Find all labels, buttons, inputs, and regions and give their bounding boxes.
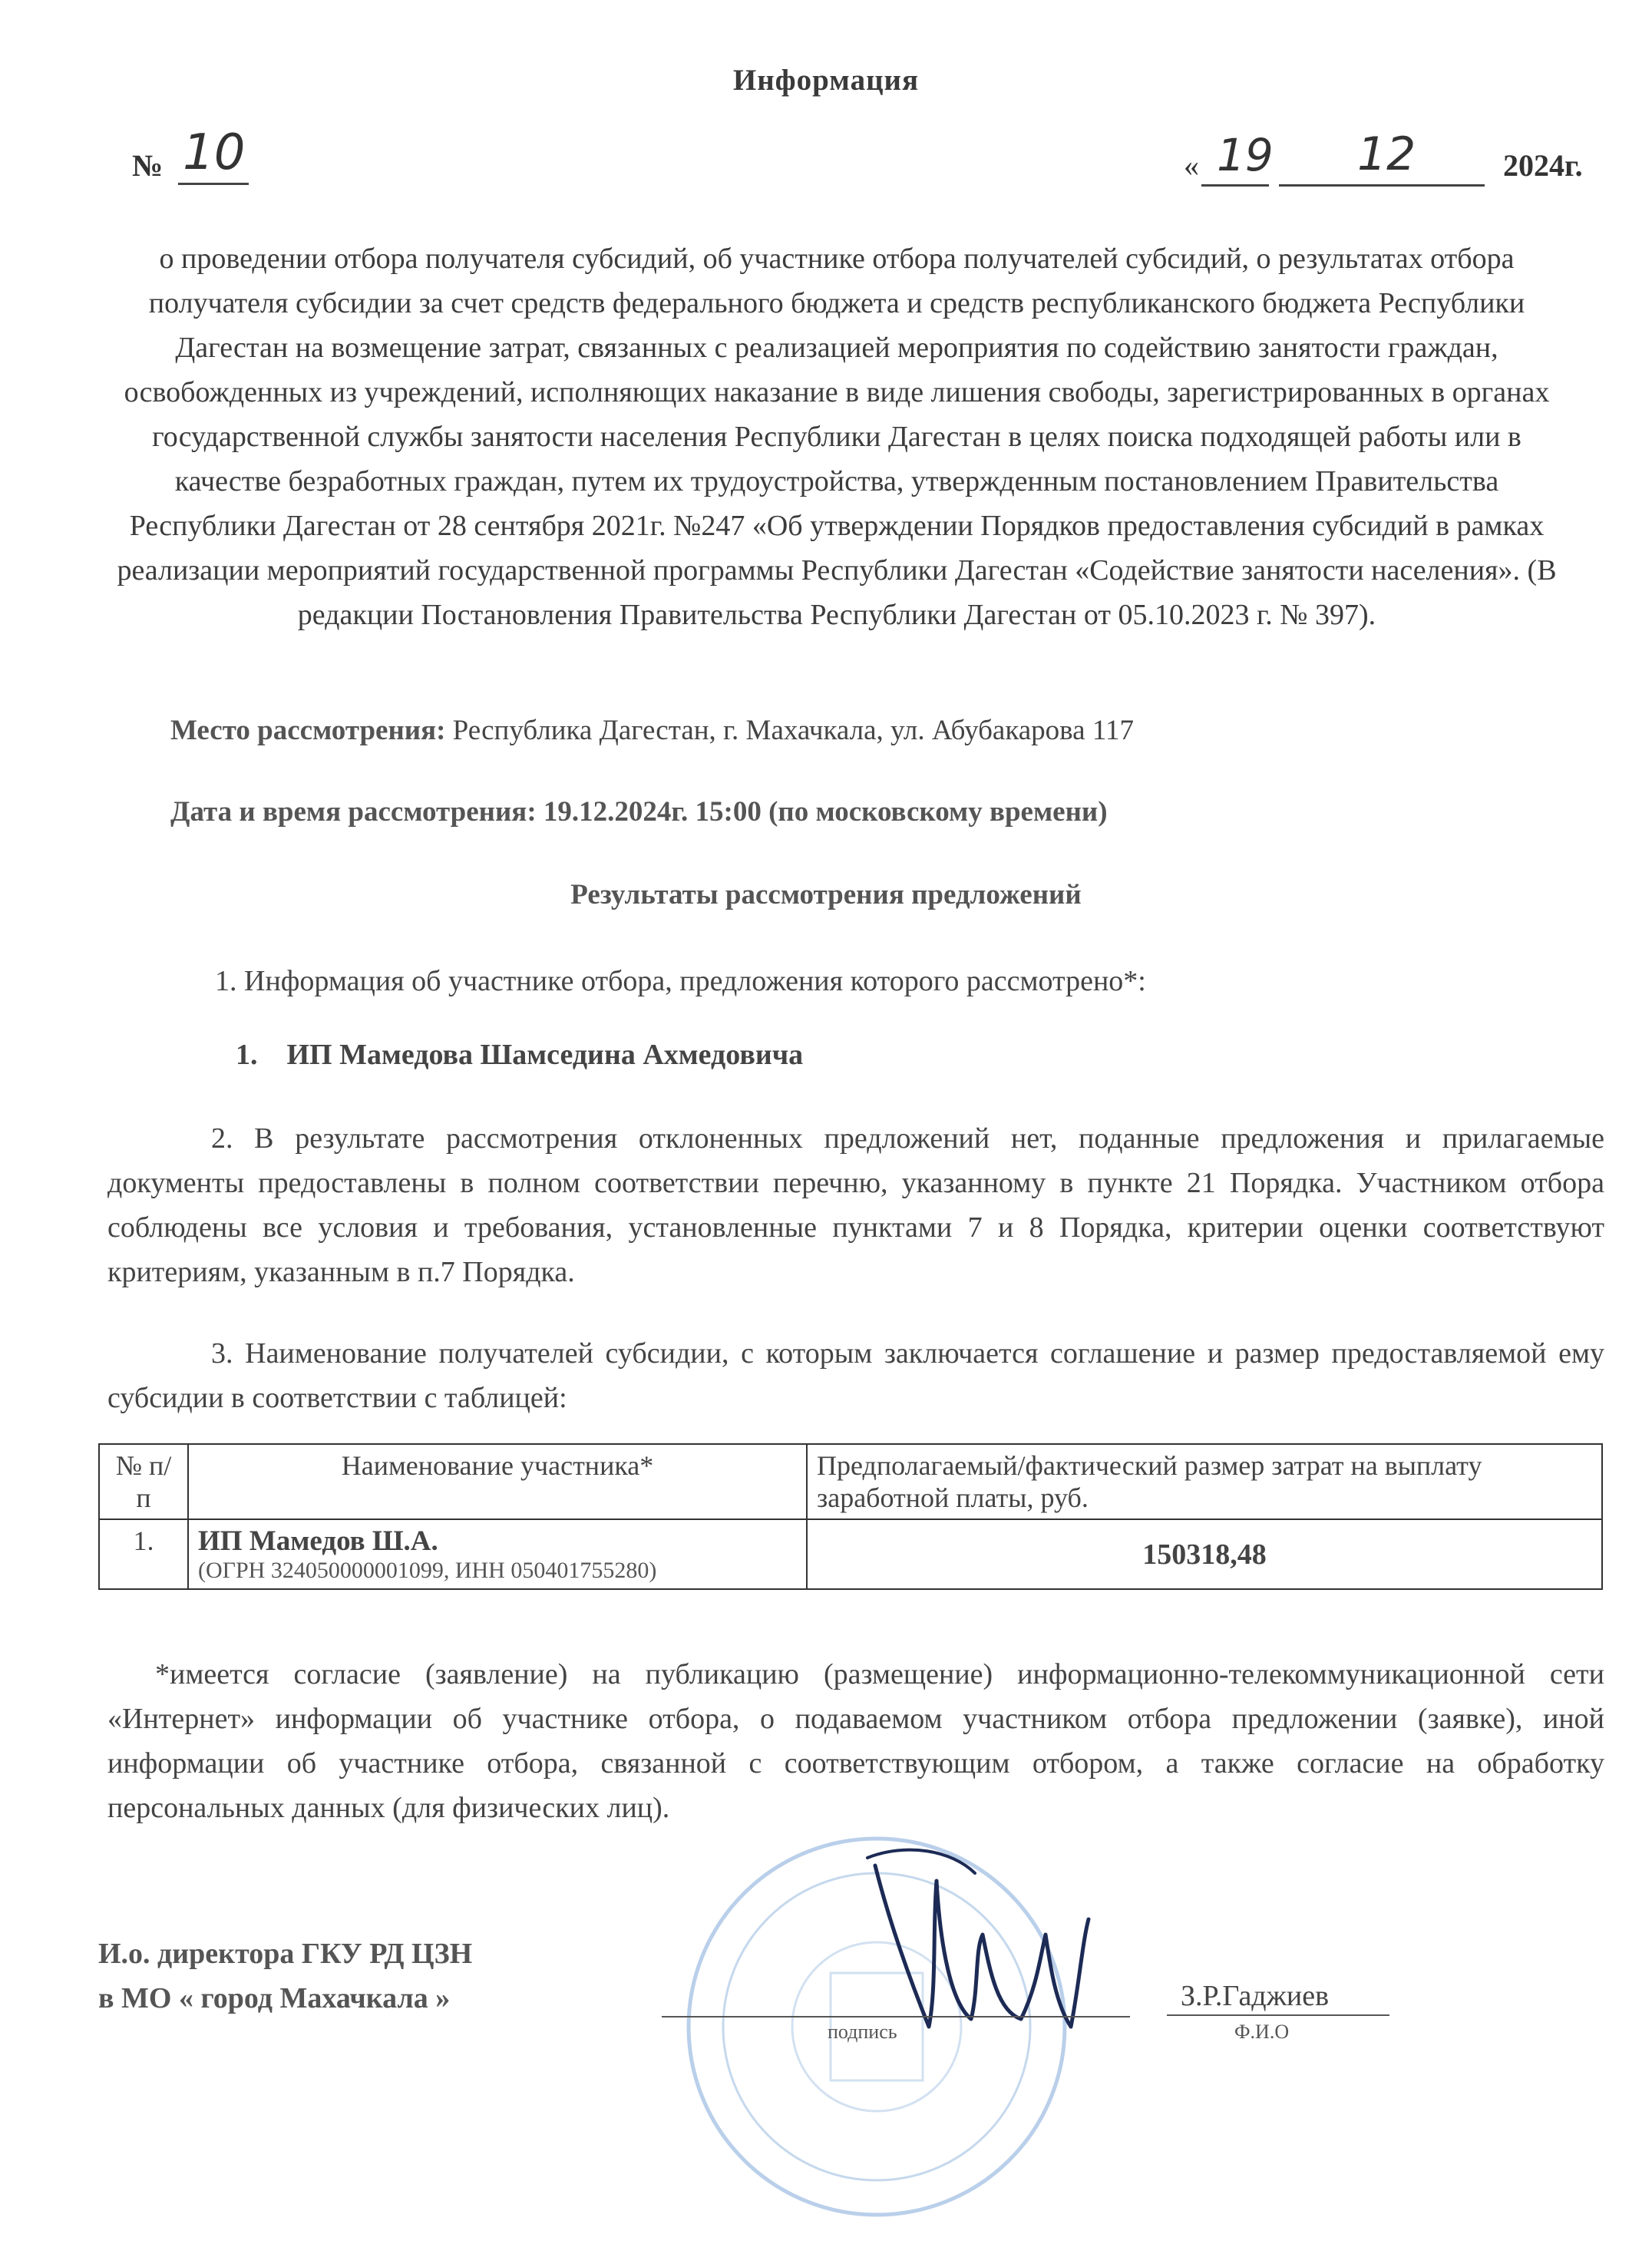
number-underline [178, 183, 249, 185]
table-header-row [99, 1444, 1602, 1519]
row-number: 1. [99, 1519, 188, 1589]
row-participant [188, 1519, 807, 1589]
number-value: 10 [183, 124, 246, 181]
date-month-underline [1279, 184, 1485, 187]
header-number: № п/п [99, 1444, 188, 1519]
row-participant-name: ИП Мамедов Ш.А. [198, 1525, 438, 1557]
place-value: Республика Дагестан, г. Махачкала, ул. Абубакарова 117 [452, 715, 1134, 746]
footnote: *имеется согласие (заявление) на публикацию (размещение) информационно-телекоммуникационной сети «Интернет» информации об участнике отбора, о подаваемом участником отбора предложении (заявке), иной информации об участнике отбора, связанной с соответствующим отбором, а также согласие на обработку персональных данных (для физических лиц). [107, 1658, 1604, 1824]
signer-name-caption: Ф.И.О [1234, 2021, 1290, 2043]
date-month: 12 [1357, 127, 1416, 181]
signer-position [98, 1932, 472, 2021]
section-3-text: 3. Наименование получателей субсидии, с которым заключается соглашение и размер предоставляемой ему субсидии в соответствии с таблицей: [107, 1337, 1604, 1414]
signer-position-line-2: в МО « город Махачкала » [98, 1982, 451, 2014]
results-table [98, 1443, 1603, 1590]
row-participant-ids: (ОГРН 324050000001099, ИНН 050401755280) [198, 1558, 657, 1583]
date-day-underline [1201, 184, 1269, 187]
table-row [99, 1519, 1602, 1589]
signer-name-underline [1167, 2014, 1389, 2016]
header-amount: Предполагаемый/фактический размер затрат на выплату заработной платы, руб. [807, 1444, 1602, 1519]
section-1-text: 1. Информация об участнике отбора, предложения которого рассмотрено*: [215, 965, 1146, 997]
intro-paragraph: о проведении отбора получателя субсидий, об участнике отбора получателей субсидий, о результатах отбора получателя субсидии за счет средств федерального бюджета и средств республиканского бюджета Республики Дагестан на возмещение затрат, связанных с реализацией мероприятия по содействию занятости граждан, освобожденных из учреждений, исполняющих наказание в виде лишения свободы, зарегистрированных в органах государственной службы занятости населения Республики Дагестан в целях поиска подходящей работы или в качестве безработных граждан, путем их трудоустройства, утвержденным постановлением Правительства Республики Дагестан от 28 сентября 2021г. №247 «Об утверждении Порядков предоставления субсидий в рамках реализации мероприятий государственной программы Республики Дагестан «Содействие занятости населения». (В редакции Постановления Правительства Республики Дагестан от 05.10.2023 г. № 397). [117, 243, 1557, 631]
date-day: 19 [1217, 129, 1274, 181]
doc-title: Информация [732, 64, 920, 97]
place-line [170, 714, 1134, 747]
header-name: Наименование участника* [188, 1444, 807, 1519]
signature-line [662, 2016, 1130, 2017]
signature-caption: подпись [828, 2021, 897, 2043]
date-open-quote: « [1184, 148, 1199, 183]
number-label: № [132, 148, 164, 183]
row-amount: 150318,48 [807, 1519, 1602, 1589]
signer-name: З.Р.Гаджиев [1181, 1980, 1330, 2012]
place-label: Место рассмотрения: [170, 715, 446, 746]
signer-position-line-1: И.о. директора ГКУ РД ЦЗН [98, 1938, 473, 1970]
participant-item: 1. ИП Мамедова Шамседина Ахмедовича [236, 1039, 804, 1071]
section-2-text: 2. В результате рассмотрения отклоненных предложений нет, поданные предложения и прилагаемые документы предоставлены в полном соответствии перечню, указанному в пункте 21 Порядка. Участником отбора соблюдены все условия и требования, установленные пунктами 7 и 8 Порядка, критерии оценки соответствуют критериям, указанным в п.7 Порядка. [107, 1122, 1604, 1288]
results-title: Результаты рассмотрения предложений [570, 879, 1082, 910]
date-year: 2024г. [1503, 148, 1583, 183]
datetime-line: Дата и время рассмотрения: 19.12.2024г. 15:00 (по московскому времени) [170, 796, 1108, 828]
